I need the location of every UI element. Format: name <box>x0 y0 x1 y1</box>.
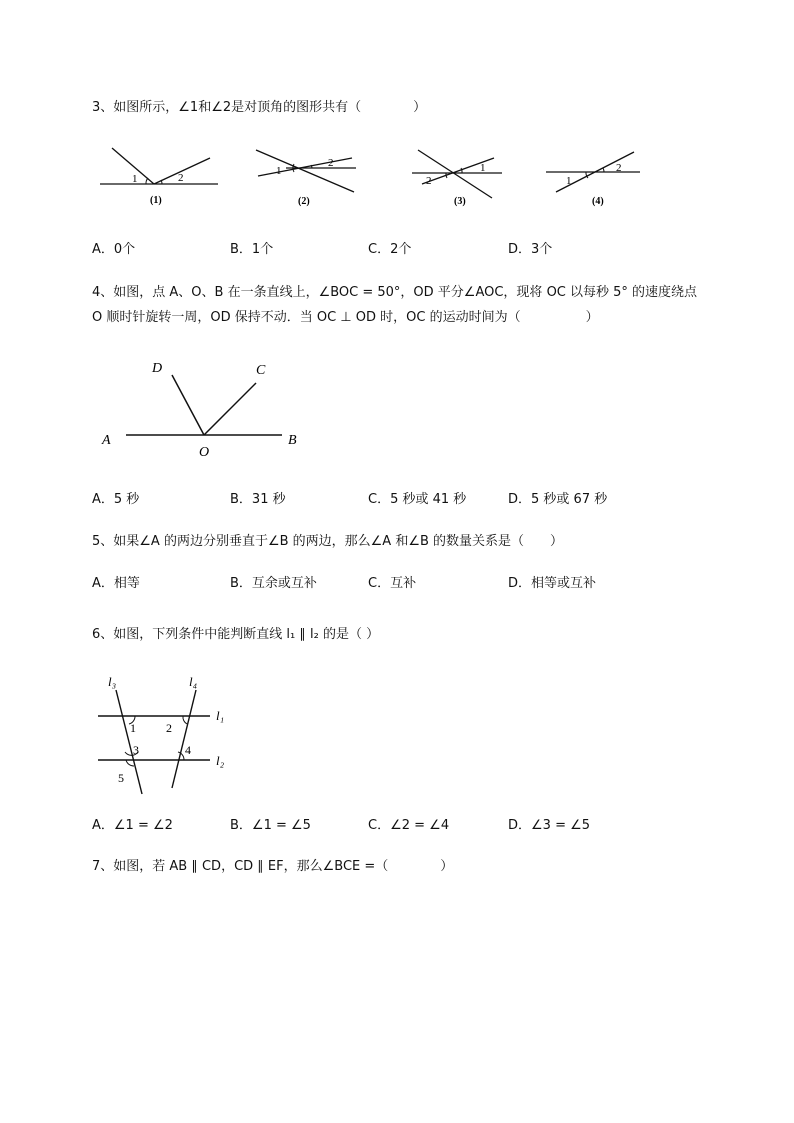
q3-figure-1 <box>96 140 224 210</box>
q6-label-l3: l₃ <box>108 674 117 689</box>
q6-angle-3: 3 <box>133 743 139 757</box>
q4-label-o: O <box>199 445 210 460</box>
q5-option-d[interactable]: D．相等或互补 <box>508 576 597 591</box>
q6-figure <box>94 670 244 800</box>
q6-label-l2: l₂ <box>216 753 225 768</box>
q3-fig4-caption: (4) <box>592 196 604 207</box>
q7-stem: 7、如图，若 AB ∥ CD，CD ∥ EF，那么∠BCE =（ ） <box>92 859 454 874</box>
q3-figure-2 <box>252 140 364 210</box>
q6-label-l1: l₁ <box>216 708 225 723</box>
q3-figure-4 <box>544 140 644 210</box>
q5-option-c[interactable]: C．互补 <box>368 576 417 591</box>
q3-fig1-caption: (1) <box>150 195 162 206</box>
q3-fig2-angle1: 1 <box>276 165 282 177</box>
q3-fig2-angle2: 2 <box>328 157 334 169</box>
q6-option-c[interactable]: C．∠2 = ∠4 <box>368 818 450 833</box>
q4-option-d[interactable]: D．5 秒或 67 秒 <box>508 492 608 507</box>
q5-option-a[interactable]: A．相等 <box>92 576 140 591</box>
q3-option-c[interactable]: C．2个 <box>368 242 412 257</box>
q6-angle-2: 2 <box>166 721 172 735</box>
q6-angle-5: 5 <box>118 771 124 785</box>
q3-fig4-angle2: 2 <box>616 162 622 174</box>
q4-figure <box>96 352 316 464</box>
q6-angle-1: 1 <box>130 721 136 735</box>
q3-stem: 3、如图所示，∠1和∠2是对顶角的图形共有（ ） <box>92 100 427 115</box>
q3-fig1-angle2: 2 <box>178 172 184 184</box>
q4-label-b: B <box>288 433 297 448</box>
q4-label-c: C <box>256 363 266 378</box>
q4-option-c[interactable]: C．5 秒或 41 秒 <box>368 492 467 507</box>
q6-stem: 6、如图，下列条件中能判断直线 l₁ ∥ l₂ 的是（ ） <box>92 627 380 642</box>
q4-stem-line2: O 顺时针旋转一周，OD 保持不动．当 OC ⊥ OD 时，OC 的运动时间为（ ） <box>92 310 599 325</box>
q5-option-b[interactable]: B．互余或互补 <box>230 576 317 591</box>
q6-option-a[interactable]: A．∠1 = ∠2 <box>92 818 173 833</box>
q4-option-b[interactable]: B．31 秒 <box>230 492 286 507</box>
q4-option-a[interactable]: A．5 秒 <box>92 492 140 507</box>
q3-fig3-angle1: 1 <box>480 162 486 174</box>
q4-label-d: D <box>152 361 163 376</box>
q3-option-d[interactable]: D．3个 <box>508 242 553 257</box>
q5-stem: 5、如果∠A 的两边分别垂直于∠B 的两边，那么∠A 和∠B 的数量关系是（ ） <box>92 534 564 549</box>
q3-option-a[interactable]: A．0个 <box>92 242 136 257</box>
q3-option-b[interactable]: B．1个 <box>230 242 274 257</box>
q3-fig3-caption: (3) <box>454 196 466 207</box>
q4-stem-line1: 4、如图，点 A、O、B 在一条直线上，∠BOC = 50°，OD 平分∠AOC，现将 OC 以每秒 5° 的速度绕点 <box>92 285 698 300</box>
q3-fig4-angle1: 1 <box>566 175 572 187</box>
q4-label-a: A <box>102 433 111 448</box>
q3-fig3-angle2: 2 <box>426 175 432 187</box>
q6-option-d[interactable]: D．∠3 = ∠5 <box>508 818 591 833</box>
q6-label-l4: l₄ <box>189 674 198 689</box>
q3-fig1-angle1: 1 <box>132 173 138 185</box>
q6-option-b[interactable]: B．∠1 = ∠5 <box>230 818 311 833</box>
q3-figure-3 <box>408 140 508 210</box>
q3-fig2-caption: (2) <box>298 196 310 207</box>
q6-angle-4: 4 <box>185 743 191 757</box>
